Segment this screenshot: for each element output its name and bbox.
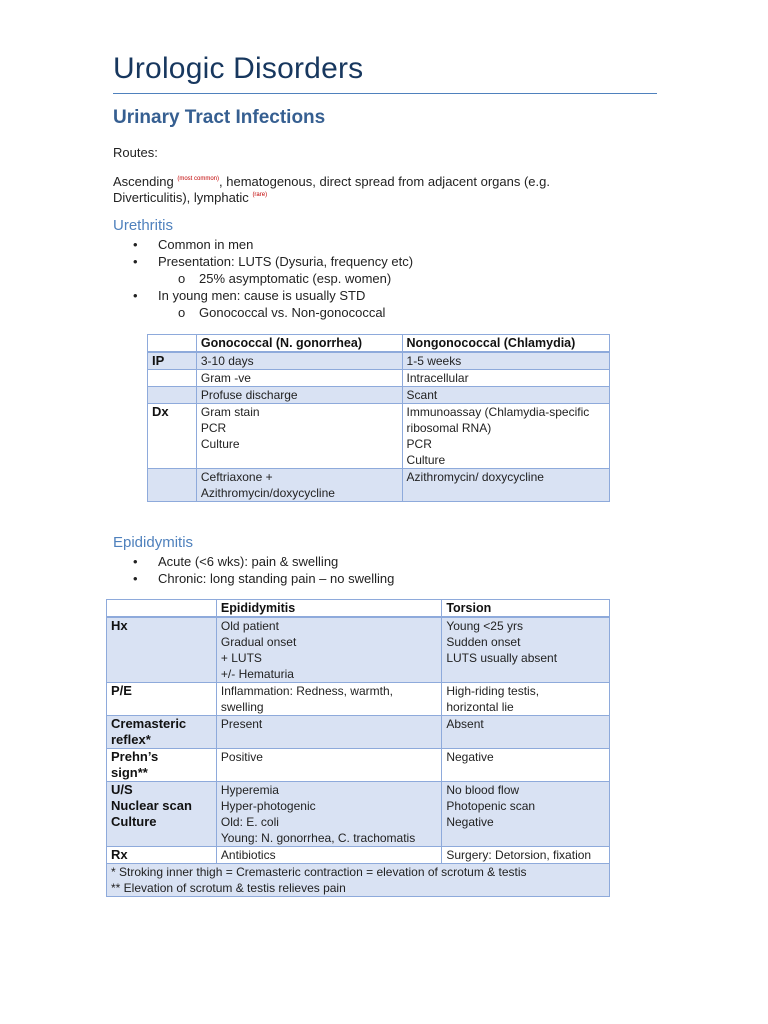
- epididymitis-list: [133, 553, 394, 587]
- table-cell: Immunoassay (Chlamydia-specific ribosomal RNA) PCR Culture: [402, 404, 609, 469]
- table-cell: Positive: [216, 749, 441, 782]
- table-cell: Old patient Gradual onset + LUTS +/- Hematuria: [216, 617, 441, 683]
- routes-text-1: , hematogenous, direct spread from adjacent organs (e.g.: [219, 174, 550, 189]
- table-cell: Profuse discharge: [196, 387, 402, 404]
- table-row: [148, 404, 610, 469]
- footnote: ** Elevation of scrotum & testis relieves pain: [111, 881, 346, 895]
- table-cell: Young <25 yrs Sudden onset LUTS usually absent: [442, 617, 610, 683]
- list-item: • Presentation: LUTS (Dysuria, frequency etc): [133, 254, 414, 269]
- table-row: [107, 716, 610, 749]
- routes-ascending: Ascending: [113, 174, 174, 189]
- routes-label: Routes:: [113, 145, 158, 160]
- section-heading: Urinary Tract Infections: [113, 107, 326, 128]
- table-cell: Inflammation: Redness, warmth, swelling: [216, 683, 441, 716]
- table-row: [107, 683, 610, 716]
- table-cell: 3-10 days: [196, 352, 402, 370]
- table-row: [107, 749, 610, 782]
- routes-text-2: Diverticulitis), lymphatic: [113, 190, 249, 205]
- table-cell: Scant: [402, 387, 609, 404]
- row-header-cell: P/E: [107, 683, 217, 716]
- table-cell: Absent: [442, 716, 610, 749]
- epididymitis-torsion-table: [106, 599, 610, 897]
- row-header-cell: [148, 469, 197, 502]
- table-cell: 1-5 weeks: [402, 352, 609, 370]
- routes-most-common-note: (most common): [177, 176, 220, 182]
- row-header-cell: [148, 387, 197, 404]
- row-header-cell: U/S Nuclear scan Culture: [107, 782, 217, 847]
- table-row: [107, 617, 610, 683]
- table-cell: Gram -ve: [196, 370, 402, 387]
- urethritis-list: [133, 236, 413, 321]
- list-item: o Gonococcal vs. Non-gonococcal: [178, 305, 386, 320]
- list-item: • Chronic: long standing pain – no swelling: [133, 571, 395, 586]
- table-header-cell: Torsion: [442, 600, 610, 618]
- footnote: * Stroking inner thigh = Cremasteric contraction = elevation of scrotum & testis: [111, 865, 527, 879]
- table-footnote-row: [107, 864, 610, 897]
- table-cell: High-riding testis, horizontal lie: [442, 683, 610, 716]
- urethritis-table: [147, 334, 610, 502]
- row-header-cell: [148, 370, 197, 387]
- row-header-cell: Hx: [107, 617, 217, 683]
- page-title: Urologic Disorders: [113, 52, 364, 85]
- table-header-cell: Epididymitis: [216, 600, 441, 618]
- table-row: [148, 370, 610, 387]
- table-cell: No blood flow Photopenic scan Negative: [442, 782, 610, 847]
- table-cell: Ceftriaxone + Azithromycin/doxycycline: [196, 469, 402, 502]
- table-header-cell: [107, 600, 217, 618]
- table-row: [148, 387, 610, 404]
- table-header-cell: Nongonococcal (Chlamydia): [402, 335, 609, 353]
- list-item: • Acute (<6 wks): pain & swelling: [133, 554, 339, 569]
- routes-line-2: [113, 187, 267, 206]
- row-header-cell: Rx: [107, 847, 217, 864]
- list-item: o 25% asymptomatic (esp. women): [178, 271, 392, 286]
- table-cell: Present: [216, 716, 441, 749]
- table-row: [107, 847, 610, 864]
- row-header-cell: Prehn’s sign**: [107, 749, 217, 782]
- row-header-cell: Cremasteric reflex*: [107, 716, 217, 749]
- table-row: [148, 469, 610, 502]
- table-header-row: [148, 335, 610, 353]
- row-header-cell: IP: [148, 352, 197, 370]
- table-row: [148, 352, 610, 370]
- table-header-cell: Gonococcal (N. gonorrhea): [196, 335, 402, 353]
- title-divider: [113, 93, 657, 94]
- epididymitis-heading: Epididymitis: [113, 534, 194, 551]
- table-header-row: [107, 600, 610, 618]
- list-item: • Common in men: [133, 237, 254, 252]
- list-item: • In young men: cause is usually STD: [133, 288, 366, 303]
- table-cell: Negative: [442, 749, 610, 782]
- table-header-cell: [148, 335, 197, 353]
- urethritis-heading: Urethritis: [113, 217, 174, 234]
- table-cell: Hyperemia Hyper-photogenic Old: E. coli Young: N. gonorrhea, C. trachomatis: [216, 782, 441, 847]
- table-cell: Azithromycin/ doxycycline: [402, 469, 609, 502]
- table-row: [107, 782, 610, 847]
- table-cell: Antibiotics: [216, 847, 441, 864]
- table-cell: Surgery: Detorsion, fixation: [442, 847, 610, 864]
- table-footnotes: [107, 864, 610, 897]
- table-cell: Intracellular: [402, 370, 609, 387]
- row-header-cell: Dx: [148, 404, 197, 469]
- routes-rare-note: (rare): [252, 192, 268, 198]
- table-cell: Gram stain PCR Culture: [196, 404, 402, 469]
